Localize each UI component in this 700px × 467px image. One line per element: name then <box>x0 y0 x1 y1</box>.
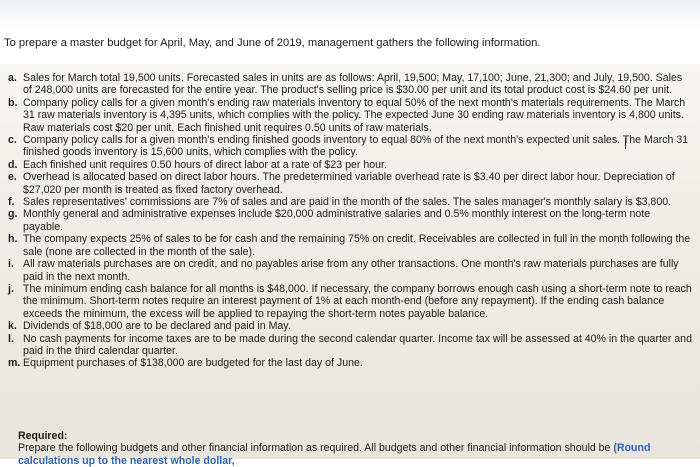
item-letter: g. <box>8 208 18 221</box>
list-item <box>8 134 692 159</box>
item-letter: m. <box>8 357 21 370</box>
list-item <box>8 196 692 208</box>
list-item <box>8 171 692 196</box>
item-text: Equipment purchases of $138,000 are budgeted for the last day of June. <box>23 357 363 370</box>
item-letter: a. <box>8 72 17 84</box>
item-letter: c. <box>8 134 17 147</box>
item-letter: k. <box>8 320 17 333</box>
item-text: Company policy calls for a given month's ending finished goods inventory to equal 80% of the next month's expected unit sales. The March 31 finished goods inventory is 15,600 units, which complies with the policy. <box>23 134 689 159</box>
item-text: The company expects 25% of sales to be for cash and the remaining 75% on credit. Receivables are collected in full in the month following the sale (none are collected in the month of the sale). <box>23 233 691 258</box>
item-letter: i. <box>8 258 14 271</box>
item-letter: l. <box>8 332 14 345</box>
item-letter: d. <box>8 158 18 171</box>
item-text: Dividends of $18,000 are to be declared and paid in May. <box>23 320 291 333</box>
required-section <box>18 430 688 467</box>
top-band <box>0 0 700 30</box>
list-item <box>8 97 692 134</box>
item-text: No cash payments for income taxes are to be made during the second calendar quarter. Income tax will be assessed at 40% in the quarter and paid in the third calendar quarter. <box>23 332 692 357</box>
text-cursor-icon <box>625 138 634 149</box>
problem-content <box>0 64 700 467</box>
item-letter: j. <box>8 282 14 295</box>
item-text: The minimum ending cash balance for all months is $48,000. If necessary, the company borrows enough cash using a short-term note to reach the minimum. Short-term notes require an interest payment of 1% at each month-end (before any repayment). If the ending cash balance exceeds the minimum, the excess will be applied to repaying the short-term notes payable balance. <box>23 282 692 320</box>
list-item <box>8 320 692 332</box>
list-item <box>8 72 692 97</box>
list-item <box>8 233 692 258</box>
list-item <box>8 159 692 171</box>
item-letter: f. <box>8 196 15 209</box>
item-letter: b. <box>8 96 18 109</box>
information-list <box>8 72 692 370</box>
item-letter: h. <box>8 233 18 246</box>
list-item <box>8 333 692 358</box>
item-text: Monthly general and administrative expenses include $20,000 administrative salaries and 0.5% monthly interest on the long-term note payable. <box>23 208 651 233</box>
item-letter: e. <box>8 171 17 184</box>
list-item <box>8 357 692 369</box>
item-text: Sales for March total 19,500 units. Forecasted sales in units are as follows: April, 19,500; May, 17,100; June, 21,300; and July, 19,500. Sales of 248,000 units are forecasted for the entire year. The product's selling price is $30.00 per unit and its total product cost is $24.60 per unit. <box>23 72 683 97</box>
rounding-note-link[interactable]: (Round calculations up to the nearest whole dollar, <box>18 442 651 467</box>
item-text: All raw materials purchases are on credit, and no payables arise from any other transactions. One month's raw materials purchases are fully paid in the next month. <box>23 258 679 283</box>
intro-text: To prepare a master budget for April, May, and June of 2019, management gathers the following information. <box>4 37 541 49</box>
item-text: Company policy calls for a given month's ending raw materials inventory to equal 50% of the next month's materials requirements. The March 31 raw materials inventory is 4,395 units, which complies with the policy. The expected June 30 ending raw materials inventory is 4,800 units. Raw materials cost $20 per unit. Each finished unit requires 0.50 units of raw materials. <box>23 96 686 134</box>
item-text: Sales representatives' commissions are 7% of sales and are paid in the month of the sales. The sales manager's monthly salary is $3,800. <box>23 196 672 209</box>
required-text: Prepare the following budgets and other financial information as required. All budgets and other financial information should be <box>18 442 611 455</box>
item-text: Overhead is allocated based on direct labor hours. The predetermined variable overhead rate is $3.40 per direct labor hour. Depreciation of $27,020 per month is treated as fixed factory overhead. <box>23 171 675 196</box>
item-text: Each finished unit requires 0.50 hours of direct labor at a rate of $23 per hour. <box>23 158 387 171</box>
required-label: Required: <box>18 430 68 442</box>
list-item <box>8 208 692 233</box>
list-item <box>8 283 692 320</box>
list-item <box>8 258 692 283</box>
